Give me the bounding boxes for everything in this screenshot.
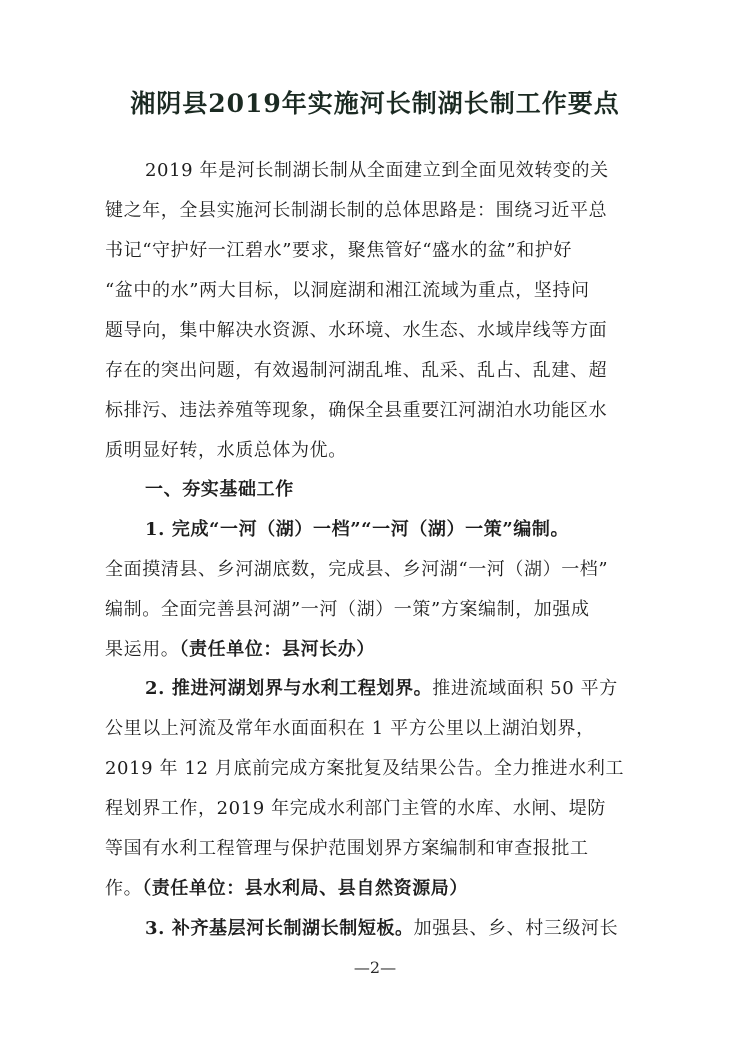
item2-line-2: 2019 年 12 月底前完成方案批复及结果公告。全力推进水利工 <box>105 758 625 779</box>
item3-heading-line <box>145 909 645 949</box>
intro-line-2: 键之年，全县实施河长制湖长制的总体思路是：围绕习近平总 <box>105 200 608 221</box>
intro-line-6: 存在的突出问题，有效遏制河湖乱堆、乱采、乱占、乱建、超 <box>105 360 608 381</box>
item1-line-3 <box>105 630 645 670</box>
section-heading: 一、夯实基础工作 <box>145 479 294 500</box>
item3-heading-tail: 加强县、乡、村三级河长 <box>413 918 619 939</box>
intro-line-7: 标排污、违法养殖等现象，确保全县重要江河湖泊水功能区水 <box>105 400 608 421</box>
item3-heading: 3. 补齐基层河长制湖长制短板。 <box>145 918 414 939</box>
item2-heading-line <box>145 669 645 709</box>
item2-line-5 <box>105 869 645 909</box>
intro-line-8: 质明显好转，水质总体为优。 <box>105 440 347 461</box>
item2-line-3: 程划界工作，2019 年完成水利部门主管的水库、水闸、堤防 <box>105 798 606 819</box>
item1-line-1: 全面摸清县、乡河湖底数，完成县、乡河湖“一河（湖）一档” <box>105 559 609 580</box>
document-title: 湘阴县2019年实施河长制湖长制工作要点 <box>130 89 620 118</box>
intro-line-1: 2019 年是河长制湖长制从全面建立到全面见效转变的关 <box>145 160 609 181</box>
item2-last-text: 作。 <box>105 878 143 899</box>
intro-line-4: “盆中的水”两大目标，以洞庭湖和湘江流域为重点，坚持问 <box>105 280 590 301</box>
item2-responsible-unit: （责任单位：县水利局、县自然资源局） <box>142 878 469 899</box>
item2-heading-tail: 推进流域面积 50 平方 <box>432 678 618 699</box>
item1-last-text: 果运用。 <box>105 639 180 660</box>
page-number: —2— <box>353 958 397 977</box>
item1-responsible-unit: （责任单位：县河长办） <box>179 639 376 660</box>
intro-line-3: 书记“守护好一江碧水”要求，聚焦管好“盛水的盆”和护好 <box>105 240 573 261</box>
item2-line-4: 等国有水利工程管理与保护范围划界方案编制和审查报批工 <box>105 838 589 859</box>
item1-line-2: 编制。全面完善县河湖”一河（湖）一策”方案编制，加强成 <box>105 599 590 620</box>
item1-heading: 1. 完成“一河（湖）一档”“一河（湖）一策”编制。 <box>145 519 570 540</box>
item2-line-1: 公里以上河流及常年水面面积在 1 平方公里以上湖泊划界， <box>105 718 595 739</box>
item2-heading: 2. 推进河湖划界与水利工程划界。 <box>145 678 433 699</box>
intro-line-5: 题导向，集中解决水资源、水环境、水生态、水域岸线等方面 <box>105 320 608 341</box>
